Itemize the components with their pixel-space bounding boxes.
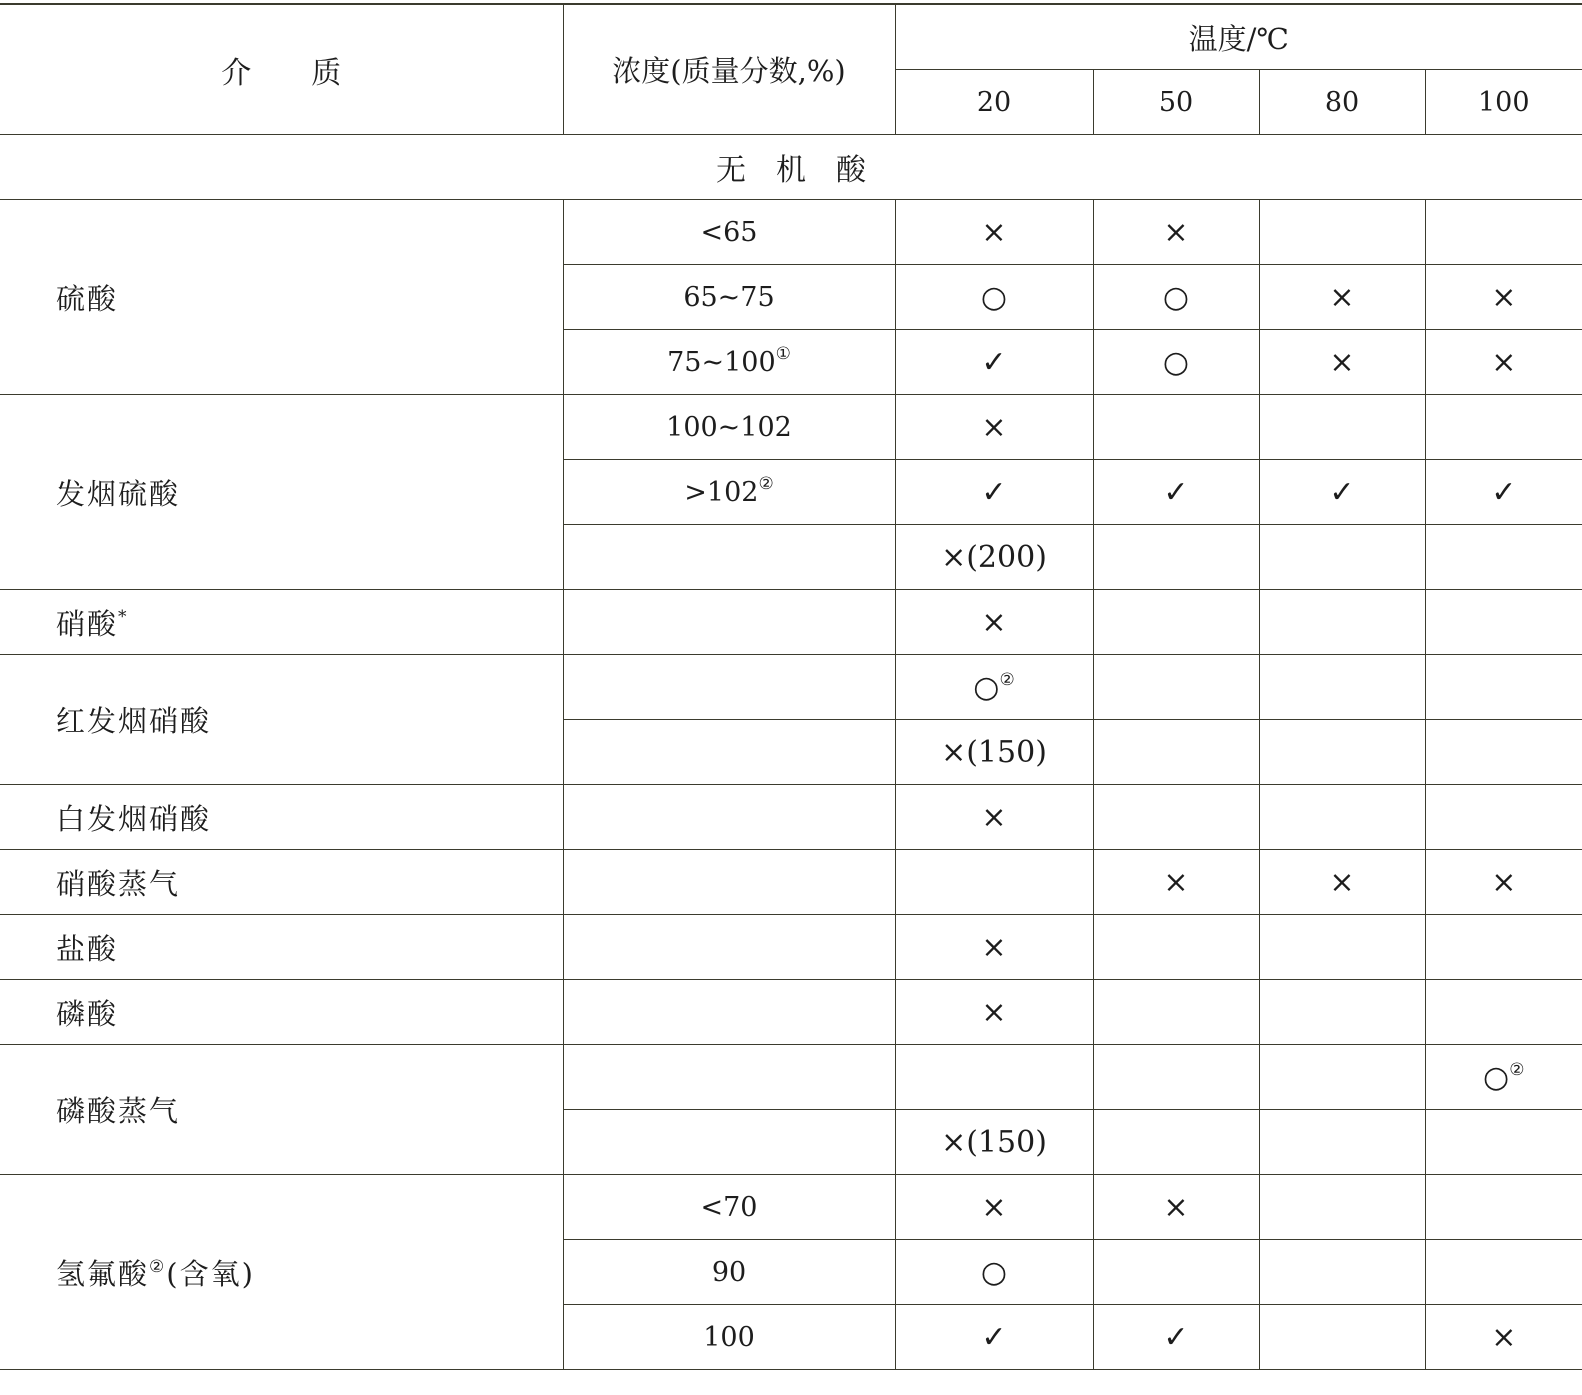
rating-symbol: × bbox=[1329, 344, 1355, 380]
rating-cell-100 bbox=[1425, 1240, 1582, 1305]
table-row bbox=[0, 200, 1582, 265]
rating-cell-20 bbox=[895, 850, 1093, 915]
rating-cell-100 bbox=[1425, 1110, 1582, 1175]
rating-cell-50 bbox=[1093, 200, 1259, 265]
table-row bbox=[0, 590, 1582, 655]
concentration-cell bbox=[563, 200, 895, 265]
rating-cell-20 bbox=[895, 330, 1093, 395]
rating-symbol: ✓ bbox=[981, 474, 1007, 510]
concentration-cell bbox=[563, 1175, 895, 1240]
concentration-value: <70 bbox=[700, 1191, 758, 1223]
rating-cell-20 bbox=[895, 200, 1093, 265]
concentration-value: 100~102 bbox=[666, 411, 792, 443]
medium-cell bbox=[0, 655, 563, 785]
medium-name: 硫酸 bbox=[56, 281, 119, 316]
footnote-mark: ② bbox=[758, 473, 774, 494]
concentration-value: >102 bbox=[684, 476, 759, 508]
rating-cell-80 bbox=[1259, 525, 1425, 590]
rating-symbol: × bbox=[981, 604, 1007, 640]
rating-symbol: ○ bbox=[980, 279, 1008, 315]
rating-cell-80 bbox=[1259, 785, 1425, 850]
rating-cell-80 bbox=[1259, 460, 1425, 525]
concentration-cell bbox=[563, 785, 895, 850]
rating-cell-50 bbox=[1093, 395, 1259, 460]
rating-cell-100 bbox=[1425, 1305, 1582, 1370]
rating-cell-100 bbox=[1425, 525, 1582, 590]
rating-symbol: × bbox=[981, 409, 1007, 445]
rating-symbol: ✓ bbox=[1163, 474, 1189, 510]
footnote-mark: ① bbox=[775, 343, 791, 364]
rating-cell-20 bbox=[895, 525, 1093, 590]
rating-symbol: × bbox=[1163, 214, 1189, 250]
rating-symbol: × bbox=[981, 1189, 1007, 1225]
rating-cell-50 bbox=[1093, 1110, 1259, 1175]
rating-cell-50 bbox=[1093, 1305, 1259, 1370]
rating-cell-100 bbox=[1425, 590, 1582, 655]
medium-cell bbox=[0, 785, 563, 850]
header-temp-80: 80 bbox=[1259, 70, 1425, 135]
footnote-mark: ② bbox=[1509, 1059, 1525, 1080]
rating-cell-50 bbox=[1093, 265, 1259, 330]
rating-symbol: ×(150) bbox=[941, 1124, 1047, 1160]
medium-name: 氢氟酸 bbox=[56, 1256, 150, 1291]
rating-symbol: ✓ bbox=[1491, 474, 1517, 510]
compatibility-table bbox=[0, 3, 1582, 1370]
concentration-cell bbox=[563, 590, 895, 655]
rating-cell-80 bbox=[1259, 1305, 1425, 1370]
header-row-top bbox=[0, 4, 1582, 70]
table-row bbox=[0, 1045, 1582, 1110]
medium-cell bbox=[0, 1175, 563, 1370]
rating-cell-80 bbox=[1259, 850, 1425, 915]
concentration-cell bbox=[563, 980, 895, 1045]
rating-cell-80 bbox=[1259, 720, 1425, 785]
section-title: 无 机 酸 bbox=[0, 135, 1582, 200]
rating-symbol: ✓ bbox=[981, 1319, 1007, 1355]
rating-cell-80 bbox=[1259, 200, 1425, 265]
rating-cell-50 bbox=[1093, 1240, 1259, 1305]
medium-name: 盐酸 bbox=[56, 931, 119, 966]
rating-cell-50 bbox=[1093, 1175, 1259, 1240]
rating-symbol: × bbox=[1491, 279, 1517, 315]
rating-symbol: ○ bbox=[973, 669, 1000, 705]
rating-cell-20 bbox=[895, 655, 1093, 720]
rating-cell-100 bbox=[1425, 915, 1582, 980]
rating-cell-80 bbox=[1259, 1045, 1425, 1110]
concentration-cell bbox=[563, 915, 895, 980]
concentration-cell bbox=[563, 655, 895, 720]
rating-cell-20 bbox=[895, 590, 1093, 655]
rating-symbol: ○ bbox=[1162, 344, 1190, 380]
rating-cell-50 bbox=[1093, 720, 1259, 785]
rating-cell-50 bbox=[1093, 330, 1259, 395]
rating-cell-100 bbox=[1425, 785, 1582, 850]
rating-cell-100 bbox=[1425, 980, 1582, 1045]
rating-cell-50 bbox=[1093, 590, 1259, 655]
section-row bbox=[0, 135, 1582, 200]
table-row bbox=[0, 1175, 1582, 1240]
rating-symbol: × bbox=[981, 994, 1007, 1030]
rating-symbol: ×(200) bbox=[941, 539, 1047, 575]
medium-name: 磷酸 bbox=[56, 996, 119, 1031]
concentration-cell bbox=[563, 395, 895, 460]
rating-symbol: × bbox=[981, 799, 1007, 835]
rating-cell-20 bbox=[895, 1110, 1093, 1175]
table-row bbox=[0, 850, 1582, 915]
medium-name: 发烟硫酸 bbox=[56, 476, 181, 511]
rating-cell-80 bbox=[1259, 980, 1425, 1045]
rating-symbol: × bbox=[981, 929, 1007, 965]
medium-name: 磷酸蒸气 bbox=[56, 1094, 181, 1128]
rating-cell-100 bbox=[1425, 1045, 1582, 1110]
rating-symbol: × bbox=[1163, 864, 1189, 900]
footnote-mark: * bbox=[118, 606, 129, 627]
rating-cell-50 bbox=[1093, 850, 1259, 915]
rating-cell-80 bbox=[1259, 1240, 1425, 1305]
rating-cell-100 bbox=[1425, 200, 1582, 265]
rating-cell-80 bbox=[1259, 265, 1425, 330]
rating-cell-80 bbox=[1259, 590, 1425, 655]
rating-cell-100 bbox=[1425, 265, 1582, 330]
rating-cell-100 bbox=[1425, 655, 1582, 720]
concentration-cell bbox=[563, 1045, 895, 1110]
concentration-cell bbox=[563, 265, 895, 330]
rating-cell-20 bbox=[895, 265, 1093, 330]
medium-cell bbox=[0, 850, 563, 915]
rating-symbol: ○ bbox=[1483, 1059, 1510, 1095]
table-row bbox=[0, 785, 1582, 850]
rating-cell-80 bbox=[1259, 655, 1425, 720]
medium-name: 白发烟硝酸 bbox=[56, 801, 212, 836]
concentration-value: 75~100 bbox=[667, 346, 776, 378]
rating-symbol: ✓ bbox=[1329, 474, 1355, 510]
medium-cell bbox=[0, 395, 563, 590]
rating-symbol: × bbox=[981, 214, 1007, 250]
table-row bbox=[0, 395, 1582, 460]
rating-cell-20 bbox=[895, 395, 1093, 460]
medium-cell bbox=[0, 200, 563, 395]
header-temp-20: 20 bbox=[895, 70, 1093, 135]
rating-symbol: ✓ bbox=[981, 344, 1007, 380]
rating-symbol: × bbox=[1163, 1189, 1189, 1225]
rating-symbol: × bbox=[1491, 864, 1517, 900]
rating-cell-20 bbox=[895, 1045, 1093, 1110]
rating-symbol: × bbox=[1491, 1319, 1517, 1355]
rating-symbol: ✓ bbox=[1163, 1319, 1189, 1355]
rating-cell-50 bbox=[1093, 460, 1259, 525]
concentration-value: 100 bbox=[703, 1321, 755, 1353]
rating-cell-20 bbox=[895, 720, 1093, 785]
rating-cell-20 bbox=[895, 1175, 1093, 1240]
rating-symbol: × bbox=[1329, 864, 1355, 900]
table-row bbox=[0, 655, 1582, 720]
medium-suffix: (含氧) bbox=[166, 1256, 255, 1291]
table-row bbox=[0, 915, 1582, 980]
header-medium: 介 质 bbox=[0, 4, 563, 135]
concentration-cell bbox=[563, 1305, 895, 1370]
table-body bbox=[0, 4, 1582, 1370]
rating-symbol: ○ bbox=[1162, 279, 1190, 315]
rating-cell-20 bbox=[895, 1240, 1093, 1305]
rating-cell-20 bbox=[895, 460, 1093, 525]
concentration-value: 90 bbox=[711, 1256, 747, 1288]
rating-cell-20 bbox=[895, 785, 1093, 850]
rating-cell-50 bbox=[1093, 980, 1259, 1045]
concentration-cell bbox=[563, 850, 895, 915]
medium-cell bbox=[0, 915, 563, 980]
table-row bbox=[0, 980, 1582, 1045]
rating-cell-50 bbox=[1093, 785, 1259, 850]
rating-cell-50 bbox=[1093, 915, 1259, 980]
concentration-cell bbox=[563, 460, 895, 525]
rating-cell-50 bbox=[1093, 655, 1259, 720]
rating-symbol: ×(150) bbox=[941, 734, 1047, 770]
concentration-cell bbox=[563, 720, 895, 785]
concentration-value: 65~75 bbox=[683, 281, 775, 313]
rating-cell-80 bbox=[1259, 915, 1425, 980]
rating-cell-80 bbox=[1259, 395, 1425, 460]
rating-cell-80 bbox=[1259, 1175, 1425, 1240]
rating-cell-20 bbox=[895, 915, 1093, 980]
rating-cell-100 bbox=[1425, 460, 1582, 525]
medium-cell bbox=[0, 1045, 563, 1175]
rating-symbol: × bbox=[1329, 279, 1355, 315]
concentration-cell bbox=[563, 525, 895, 590]
rating-cell-20 bbox=[895, 980, 1093, 1045]
medium-name: 红发烟硝酸 bbox=[56, 704, 212, 738]
rating-cell-50 bbox=[1093, 1045, 1259, 1110]
rating-cell-100 bbox=[1425, 395, 1582, 460]
concentration-value: <65 bbox=[700, 216, 758, 248]
footnote-mark: ② bbox=[999, 669, 1015, 690]
rating-cell-100 bbox=[1425, 720, 1582, 785]
rating-symbol: × bbox=[1491, 344, 1517, 380]
header-temp-100: 100 bbox=[1425, 70, 1582, 135]
rating-cell-100 bbox=[1425, 850, 1582, 915]
rating-symbol: ○ bbox=[980, 1254, 1008, 1290]
footnote-mark: ② bbox=[149, 1256, 167, 1277]
header-concentration: 浓度(质量分数,%) bbox=[563, 4, 895, 135]
rating-cell-100 bbox=[1425, 1175, 1582, 1240]
header-temperature: 温度/℃ bbox=[895, 4, 1582, 70]
medium-cell bbox=[0, 980, 563, 1045]
rating-cell-80 bbox=[1259, 330, 1425, 395]
medium-name: 硝酸蒸气 bbox=[56, 866, 181, 901]
concentration-cell bbox=[563, 330, 895, 395]
rating-cell-100 bbox=[1425, 330, 1582, 395]
concentration-cell bbox=[563, 1110, 895, 1175]
concentration-cell bbox=[563, 1240, 895, 1305]
header-temp-50: 50 bbox=[1093, 70, 1259, 135]
rating-cell-50 bbox=[1093, 525, 1259, 590]
rating-cell-20 bbox=[895, 1305, 1093, 1370]
rating-cell-80 bbox=[1259, 1110, 1425, 1175]
medium-cell bbox=[0, 590, 563, 655]
medium-name: 硝酸 bbox=[56, 606, 119, 641]
